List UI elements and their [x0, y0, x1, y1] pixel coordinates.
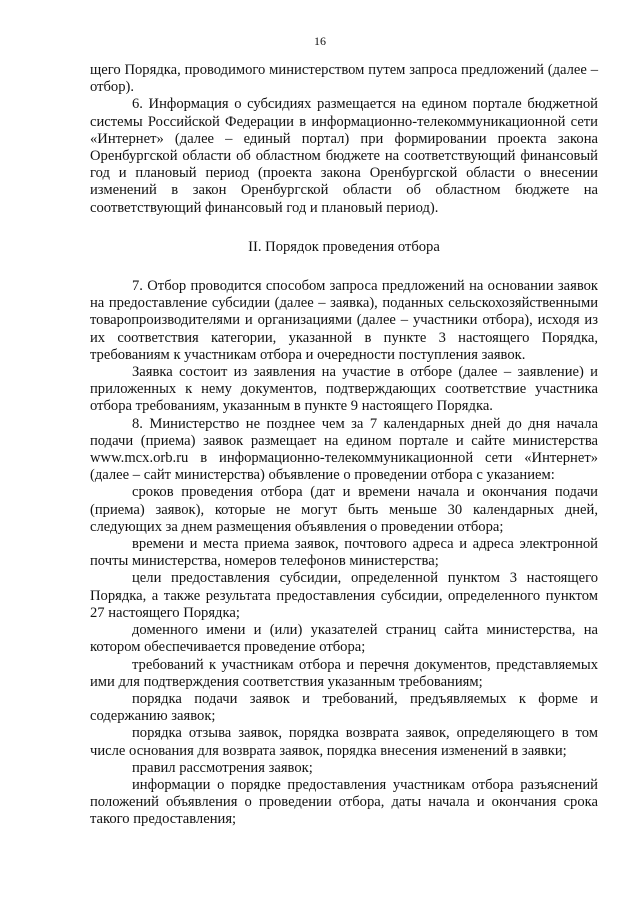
paragraph-continuation: щего Порядка, проводимого министерством путем запроса предложений (далее – отбор).	[90, 62, 598, 96]
list-item-time-place: времени и места приема заявок, почтового адреса и адреса электронной почты министерства, номеров телефонов министерства;	[90, 536, 598, 570]
list-item-clarifications: информации о порядке предоставления участникам отбора разъяснений положений объявления о проведении отбора, даты начала и окончания срока такого предоставления;	[90, 776, 598, 828]
list-item-review-rules: правил рассмотрения заявок;	[132, 759, 313, 776]
list-item-deadlines: сроков проведения отбора (дат и времени начала и окончания подачи (приема) заявок), которые не могут быть меньше 30 календарных дней, следующих за днем размещения объявления о проведении отбора;	[90, 484, 598, 535]
section-heading: II. Порядок проведения отбора	[248, 238, 440, 255]
paragraph-6: 6. Информация о субсидиях размещается на едином портале бюджетной системы Российской Федерации в информационно-телекоммуникационной сети «Интернет» (далее – единый портал) при формировании проекта закона Оренбургской области об областном бюджете на соответствующий финансовый год и плановый период (проекта закона Оренбургской области о внесении изменений в закон Оренбургской области об областном бюджете на соответствующий финансовый год и плановый период).	[90, 96, 598, 216]
list-item-domain: доменного имени и (или) указателей страниц сайта министерства, на котором обеспечивается проведение отбора;	[90, 622, 598, 656]
paragraph-8: 8. Министерство не позднее чем за 7 календарных дней до дня начала подачи (приема) заявок размещает на едином портале и сайте министерства www.mcx.orb.ru в информационно-телекоммуникационной сети «Интернет» (далее – сайт министерства) объявление о проведении отбора с указанием:	[90, 415, 598, 484]
list-item-purpose: цели предоставления субсидии, определенной пунктом 3 настоящего Порядка, а также результата предоставления субсидии, определенного пунктом 27 настоящего Порядка;	[90, 570, 598, 621]
page-number: 16	[314, 34, 326, 48]
document-body	[90, 62, 598, 829]
paragraph-7: 7. Отбор проводится способом запроса предложений на основании заявок на предоставление субсидии (далее – заявка), поданных сельскохозяйственными товаропроизводителями и организациями (далее – участники отбора), исходя из их соответствия категории, указанной в пункте 3 настоящего Порядка, требованиям к участникам отбора и очередности поступления заявок.	[90, 278, 598, 363]
list-item-requirements: требований к участникам отбора и перечня документов, представляемых ими для подтверждения соответствия указанным требованиям;	[90, 656, 598, 690]
list-item-submission: порядка подачи заявок и требований, предъявляемых к форме и содержанию заявок;	[90, 690, 598, 725]
list-item-withdrawal: порядка отзыва заявок, порядка возврата заявок, определяющего в том числе основания для возврата заявок, порядка внесения изменений в заявки;	[90, 725, 598, 759]
paragraph-application: Заявка состоит из заявления на участие в отборе (далее – заявление) и приложенных к нему документов, подтверждающих соответствие участника отбора требованиям, указанным в пункте 9 настоящего Порядка.	[90, 364, 598, 415]
